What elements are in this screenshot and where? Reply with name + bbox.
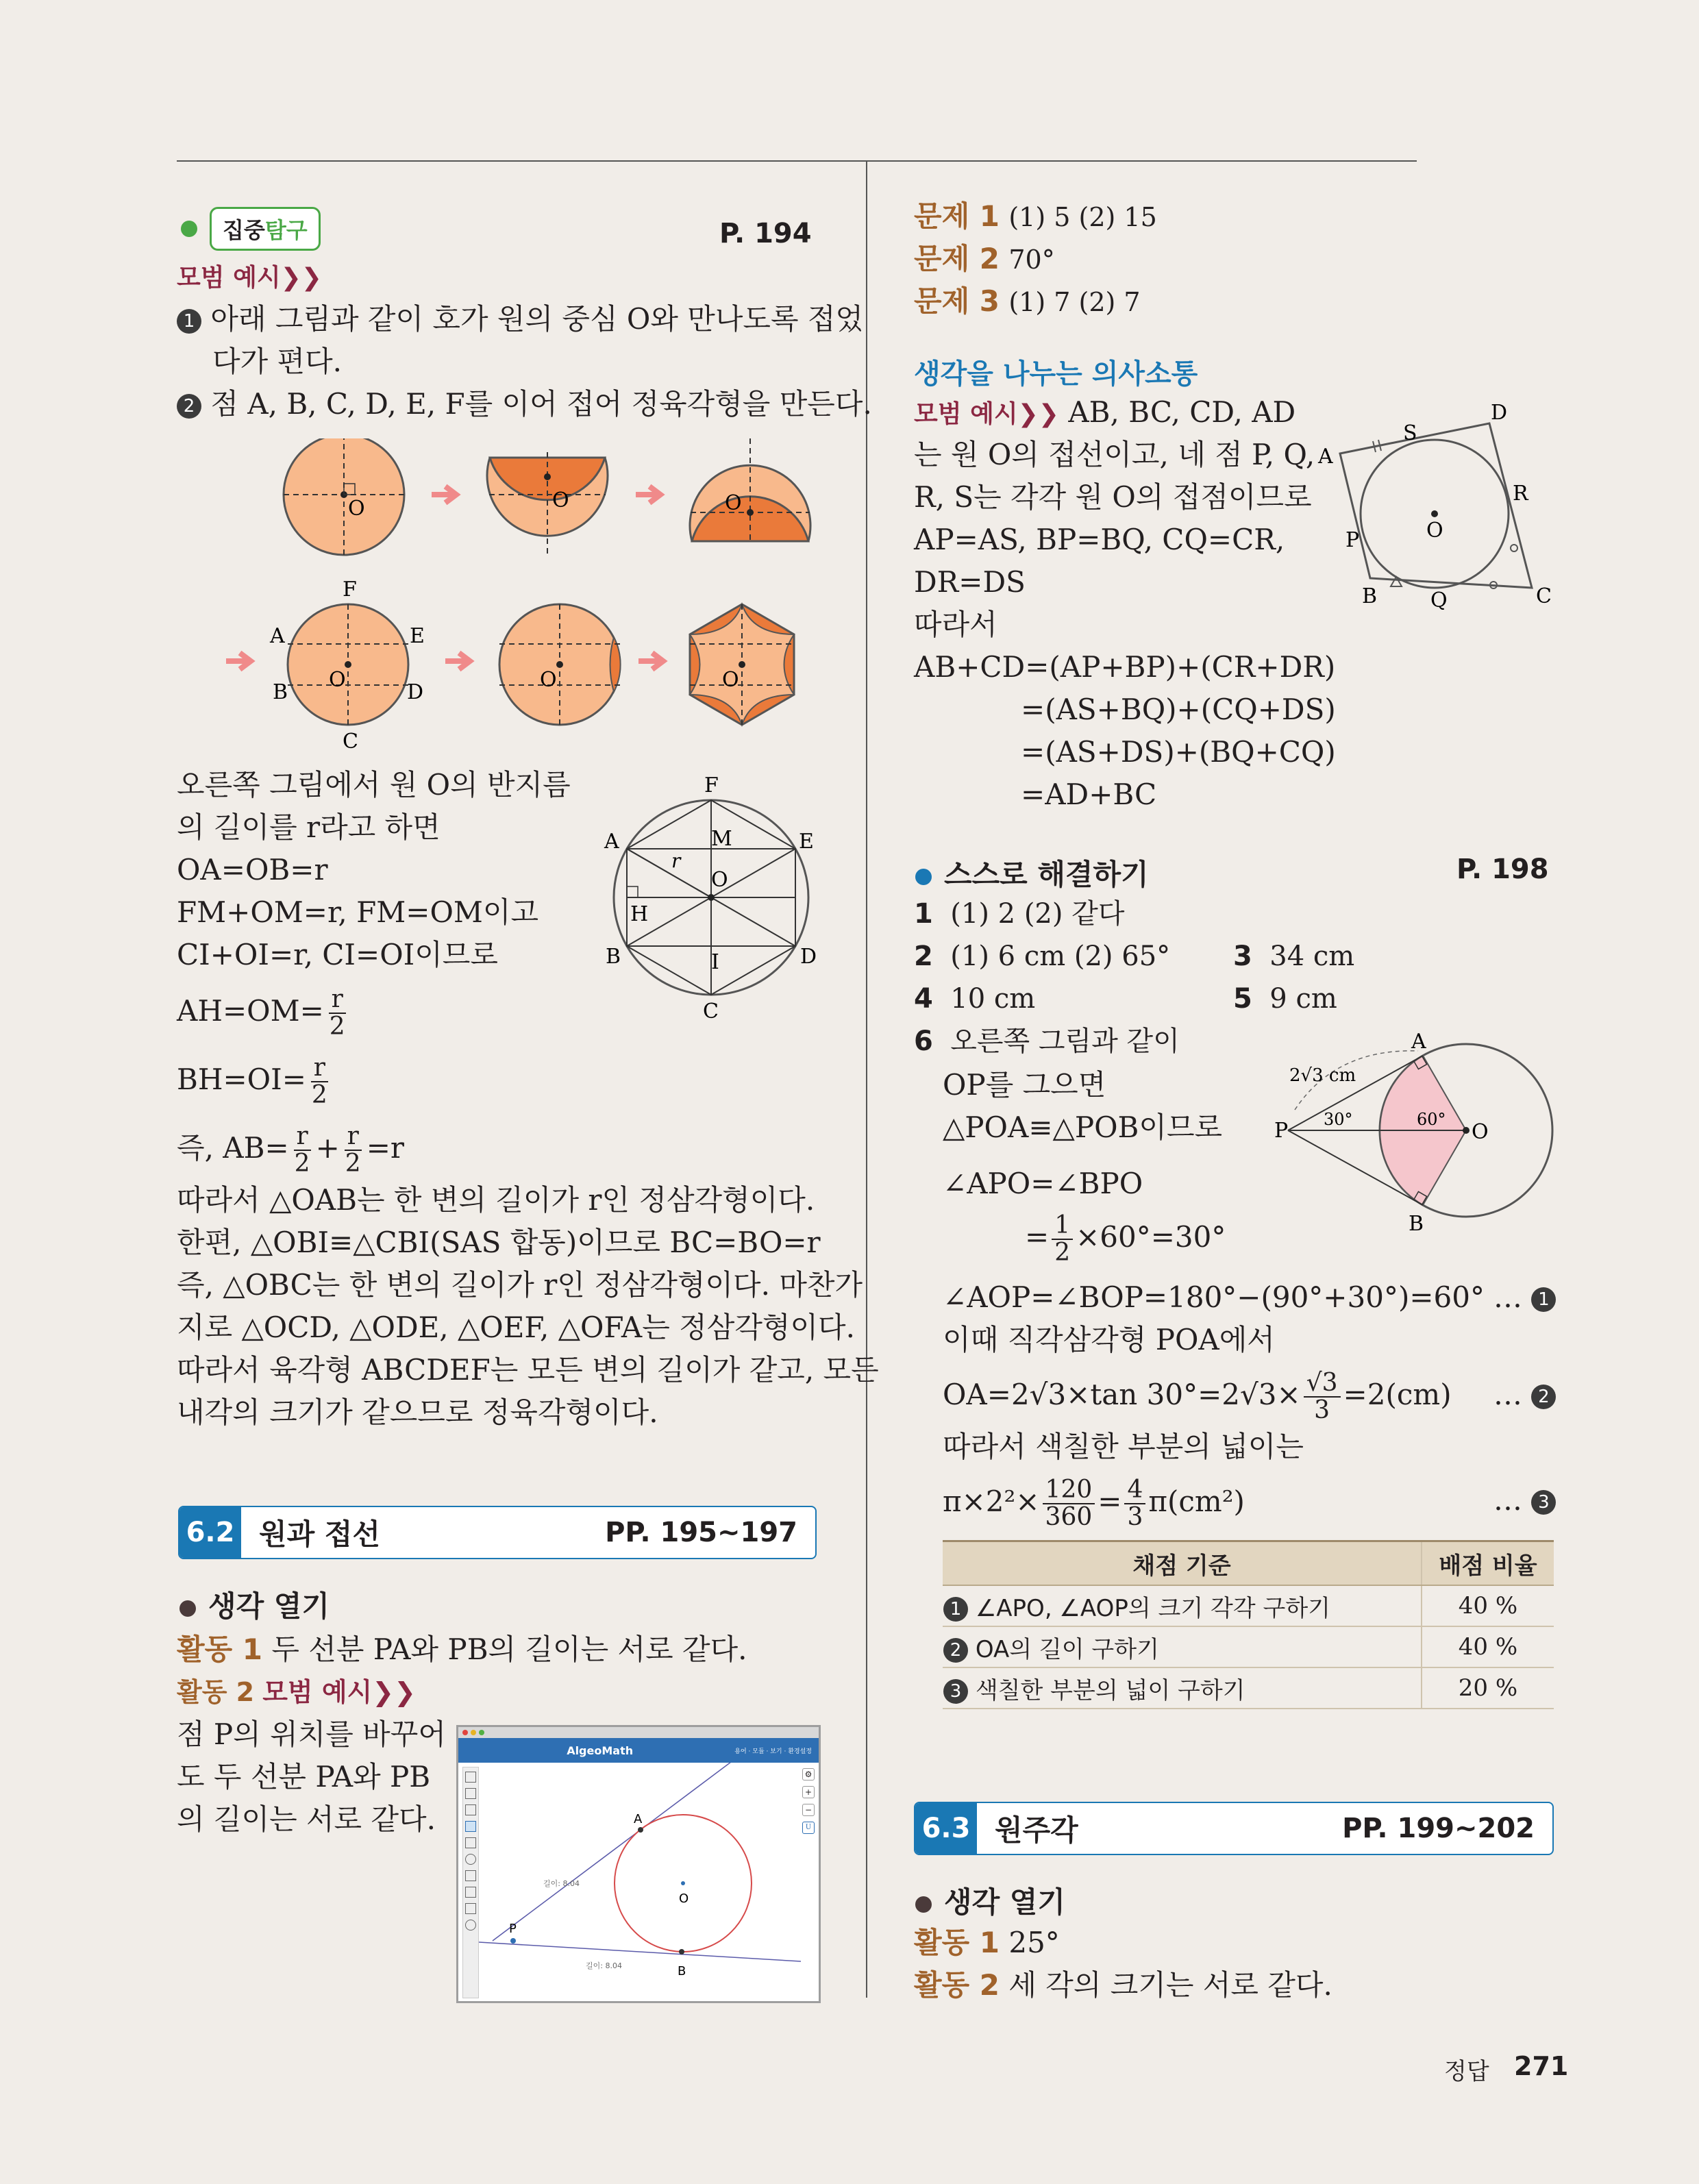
app-brand: AlgeoMath xyxy=(567,1744,634,1757)
svg-text:B: B xyxy=(1362,584,1378,608)
sol6-line-10: π×2²× $\frac{120}{360}$ = $\frac{4}{3}$ π(cm²) xyxy=(943,1476,1245,1531)
sol6-line-8: OA=2√3×tan 30°=2√3× $\frac{√3}{3}$ =2(cm) xyxy=(943,1369,1452,1424)
svg-text:D: D xyxy=(800,945,817,969)
svg-text:D: D xyxy=(407,680,424,704)
svg-text:B: B xyxy=(606,945,621,969)
svg-text:E: E xyxy=(799,830,814,854)
think-open-heading: 생각 열기 xyxy=(179,1584,330,1625)
svg-text:D: D xyxy=(1491,401,1508,425)
svg-text:O: O xyxy=(679,1891,689,1906)
activity-1-right: 활동 1 25° xyxy=(914,1926,1060,1959)
close-dot-icon xyxy=(462,1730,468,1735)
tangential-quadrilateral-diagram xyxy=(1315,397,1562,610)
select-tool-icon[interactable] xyxy=(465,1821,476,1832)
section-number: 6.3 xyxy=(915,1803,977,1854)
proof-eq-6: 즉, AB= $\frac{r}{2}$ + $\frac{r}{2}$ =r xyxy=(177,1122,404,1178)
activity-1: 활동 1 두 선분 PA와 PB의 길이는 서로 같다. xyxy=(177,1633,747,1666)
comm-line-4: AP=AS, BP=BQ, CQ=CR, xyxy=(914,523,1285,556)
top-rule-right xyxy=(869,160,1417,162)
problem-2: 문제 2 70° xyxy=(914,242,1055,275)
proof-line-7: 따라서 육각형 ABCDEF는 모든 변의 길이가 같고, 모든 xyxy=(177,1353,879,1387)
activity-2-right: 활동 2 세 각의 크기는 서로 같다. xyxy=(914,1968,1332,2002)
svg-text:길이: 8.04: 길이: 8.04 xyxy=(543,1879,580,1888)
problem-3: 문제 3 (1) 7 (2) 7 xyxy=(914,284,1141,318)
svg-text:O: O xyxy=(725,491,742,515)
minimize-dot-icon xyxy=(471,1730,476,1735)
answer-1: 1 (1) 2 (2) 같다 xyxy=(914,898,1125,930)
step-2: 2 점 A, B, C, D, E, F를 이어 접어 정육각형을 만든다. xyxy=(177,382,872,426)
self-solve-page: P. 198 xyxy=(1456,854,1549,885)
table-header: 채점 기준 xyxy=(943,1541,1422,1586)
svg-text:A: A xyxy=(604,830,619,854)
answer-6: 6 오른쪽 그림과 같이 xyxy=(914,1026,1180,1057)
svg-text:H: H xyxy=(630,902,649,926)
segment-tool-icon[interactable] xyxy=(465,1903,476,1914)
window-titlebar xyxy=(458,1727,819,1738)
focus-page: P. 194 xyxy=(719,218,812,249)
comm-line-9: =(AS+DS)+(BQ+CQ) xyxy=(1021,735,1336,769)
answer-2: 2 (1) 6 cm (2) 65° xyxy=(914,941,1171,972)
score-mark-1: … 1 xyxy=(1493,1276,1556,1319)
svg-text:30°: 30° xyxy=(1324,1110,1353,1129)
svg-text:C: C xyxy=(343,730,358,754)
self-solve-heading: 스스로 해결하기 xyxy=(915,852,1149,893)
proof-line-5: 즉, △OBC는 한 변의 길이가 r인 정삼각형이다. 마찬가 xyxy=(177,1268,863,1302)
svg-text:A: A xyxy=(270,624,285,648)
proof-eq-2: FM+OM=r, FM=OM이고 xyxy=(177,895,539,929)
proof-line-3: 따라서 △OAB는 한 변의 길이가 r인 정삼각형이다. xyxy=(177,1183,815,1217)
gear-icon[interactable]: ⚙ xyxy=(802,1768,815,1780)
step-1: 1 아래 그림과 같이 호가 원의 중심 O와 만나도록 접었 xyxy=(177,297,863,341)
comm-line-1: 모범 예시❯❯ AB, BC, CD, AD xyxy=(914,395,1296,429)
problem-1: 문제 1 (1) 5 (2) 15 xyxy=(914,199,1157,233)
proof-line-6: 지로 △OCD, △ODE, △OEF, △OFA는 정삼각형이다. xyxy=(177,1311,855,1344)
arrow-right-icon xyxy=(226,653,251,669)
arrow-right-icon xyxy=(432,486,456,503)
fold-step-1 xyxy=(284,438,404,555)
section-number: 6.2 xyxy=(179,1507,241,1558)
comm-line-5: DR=DS xyxy=(914,565,1026,599)
focus-badge: 집중탐구 xyxy=(210,207,321,251)
model-example-label: 모범 예시❯❯ xyxy=(177,264,322,292)
footer-label: 정답 xyxy=(1444,2058,1489,2085)
fold-step-4 xyxy=(269,578,425,754)
fold-step-5 xyxy=(499,604,621,725)
section-pages: PP. 199~202 xyxy=(1342,1813,1535,1844)
svg-text:Q: Q xyxy=(1430,588,1448,610)
activity-2-line-3: 의 길이는 서로 같다. xyxy=(177,1802,436,1836)
app-menu: 용어 · 모듈 · 보기 · 환경설정 xyxy=(734,1748,812,1755)
sol6-line-6: ∠AOP=∠BOP=180°−(90°+30°)=60° xyxy=(943,1280,1485,1314)
section-title: 원주각 xyxy=(995,1813,1078,1847)
svg-text:P: P xyxy=(1274,1119,1289,1143)
arrow-right-icon xyxy=(636,486,660,503)
svg-text:O: O xyxy=(552,488,569,512)
score-mark-3: … 3 xyxy=(1493,1478,1556,1522)
settings-tool-icon[interactable] xyxy=(465,1920,476,1931)
arrow-right-icon xyxy=(638,653,663,669)
activity-2-line-2: 도 두 선분 PA와 PB xyxy=(177,1760,431,1794)
sol6-line-5: = $\frac{1}{2}$ ×60°=30° xyxy=(1025,1211,1226,1267)
svg-text:P: P xyxy=(509,1922,517,1936)
sol6-line-9: 따라서 색칠한 부분의 넓이는 xyxy=(943,1430,1304,1463)
maximize-dot-icon xyxy=(479,1730,484,1735)
svg-text:B: B xyxy=(273,680,288,704)
proof-line-2: 의 길이를 r라고 하면 xyxy=(177,810,441,844)
svg-text:O: O xyxy=(1472,1120,1489,1144)
comm-line-3: R, S는 각각 원 O의 접점이므로 xyxy=(914,480,1312,514)
tangent-sector-diagram xyxy=(1274,1028,1562,1247)
proof-eq-4: AH=OM= $\frac{r}{2}$ xyxy=(177,985,345,1041)
section-title: 원과 접선 xyxy=(259,1517,380,1551)
activity-2-line-1: 점 P의 위치를 바꾸어 xyxy=(177,1717,446,1751)
svg-text:C: C xyxy=(1536,584,1552,608)
save-tool-icon[interactable] xyxy=(465,1788,476,1799)
zoom-out-icon[interactable]: − xyxy=(802,1804,815,1816)
bullet-icon xyxy=(915,869,932,885)
svg-text:R: R xyxy=(1513,482,1528,506)
green-dot-icon xyxy=(181,221,197,237)
sol6-line-7: 이때 직각삼각형 POA에서 xyxy=(943,1323,1275,1356)
proof-line-1: 오른쪽 그림에서 원 O의 반지름 xyxy=(177,768,571,802)
comm-line-10: =AD+BC xyxy=(1021,778,1157,811)
tool-sidebar xyxy=(462,1767,479,1998)
algeomath-screenshot xyxy=(456,1725,821,2003)
column-divider xyxy=(866,162,867,1998)
geometry-canvas[interactable] xyxy=(479,1763,801,1996)
svg-text:2√3 cm: 2√3 cm xyxy=(1289,1065,1356,1086)
svg-text:A: A xyxy=(1411,1030,1426,1054)
double-chevron-icon: ❯❯ xyxy=(280,264,322,292)
think-open-heading: 생각 열기 xyxy=(915,1880,1065,1921)
app-header xyxy=(458,1738,819,1763)
page-number: 271 xyxy=(1514,2051,1569,2081)
proof-line-8: 내각의 크기가 같으므로 정육각형이다. xyxy=(177,1395,658,1429)
score-mark-2: … 2 xyxy=(1493,1373,1556,1417)
copy-tool-icon[interactable] xyxy=(465,1804,476,1815)
fold-step-3 xyxy=(690,438,810,541)
section-pages: PP. 195~197 xyxy=(605,1517,797,1548)
svg-text:B: B xyxy=(1409,1212,1424,1236)
svg-text:A: A xyxy=(1318,445,1333,469)
comm-line-7: AB+CD=(AP+BP)+(CR+DR) xyxy=(914,650,1336,684)
table-header-row xyxy=(943,1541,1554,1586)
comm-line-2: 는 원 O의 접선이고, 네 점 P, Q, xyxy=(914,438,1315,471)
proof-eq-5: BH=OI= $\frac{r}{2}$ xyxy=(177,1054,327,1109)
undo-icon[interactable]: U xyxy=(802,1822,815,1834)
activity-2-label: 활동 2 모범 예시❯❯ xyxy=(177,1677,416,1707)
proof-eq-3: CI+OI=r, CI=OI이므로 xyxy=(177,938,498,971)
table-row: 1 ∠APO, ∠AOP의 크기 각각 구하기 40 % xyxy=(943,1585,1554,1626)
sol6-line-4: ∠APO=∠BPO xyxy=(943,1167,1143,1200)
comm-line-6: 따라서 xyxy=(914,608,997,641)
menu-tool-icon[interactable] xyxy=(465,1772,476,1783)
svg-text:O: O xyxy=(348,497,365,521)
svg-text:C: C xyxy=(703,1000,719,1021)
svg-text:F: F xyxy=(343,578,357,601)
section-header-6-3 xyxy=(914,1802,1554,1855)
svg-text:r: r xyxy=(671,849,681,872)
svg-text:O: O xyxy=(1426,519,1443,543)
folding-diagram xyxy=(226,438,843,754)
circle-tool-icon[interactable] xyxy=(465,1854,476,1865)
sol6-line-2: OP를 그으면 xyxy=(943,1068,1106,1102)
svg-text:O: O xyxy=(540,668,557,692)
double-chevron-icon: ❯❯ xyxy=(372,1677,416,1707)
line-tool-icon[interactable] xyxy=(465,1887,476,1898)
communication-heading: 생각을 나누는 의사소통 xyxy=(914,358,1198,390)
proof-eq-1: OA=OB=r xyxy=(177,853,328,886)
svg-text:A: A xyxy=(634,1812,643,1826)
svg-text:I: I xyxy=(711,950,719,974)
bullet-icon xyxy=(915,1896,932,1913)
svg-text:O: O xyxy=(329,668,346,692)
svg-text:O: O xyxy=(722,668,739,692)
table-header: 배점 비율 xyxy=(1422,1541,1554,1586)
svg-text:S: S xyxy=(1403,421,1417,445)
svg-text:O: O xyxy=(711,868,728,892)
zoom-in-icon[interactable]: + xyxy=(802,1786,815,1798)
top-rule xyxy=(177,160,869,162)
svg-text:F: F xyxy=(704,774,719,797)
svg-text:60°: 60° xyxy=(1417,1110,1446,1129)
answer-4: 4 10 cm xyxy=(914,983,1036,1015)
step-1-cont: 다가 편다. xyxy=(212,345,342,378)
svg-text:E: E xyxy=(410,624,425,648)
svg-text:B: B xyxy=(678,1964,686,1978)
bullet-icon xyxy=(179,1600,196,1617)
double-chevron-icon: ❯❯ xyxy=(1017,400,1059,428)
comm-line-8: =(AS+BQ)+(CQ+DS) xyxy=(1021,693,1336,726)
svg-text:P: P xyxy=(1345,528,1360,552)
grading-table xyxy=(943,1540,1554,1709)
right-toolbar xyxy=(802,1768,815,1834)
svg-text:M: M xyxy=(711,827,732,851)
svg-text:길이: 8.04: 길이: 8.04 xyxy=(586,1961,622,1970)
section-header-6-2 xyxy=(178,1506,817,1559)
focus-header xyxy=(181,207,321,251)
hexagon-diagram xyxy=(596,774,822,1021)
sol6-line-3: △POA≡△POB이므로 xyxy=(943,1110,1223,1144)
fold-step-2 xyxy=(487,452,608,555)
fold-step-6 xyxy=(690,604,794,725)
answer-5: 5 9 cm xyxy=(1233,983,1337,1015)
table-row: 2 OA의 길이 구하기 40 % xyxy=(943,1626,1554,1667)
table-row: 3 색칠한 부분의 넓이 구하기 20 % xyxy=(943,1667,1554,1709)
answer-3: 3 34 cm xyxy=(1233,941,1355,972)
arrow-right-icon xyxy=(445,653,470,669)
angle-tool-icon[interactable] xyxy=(465,1870,476,1881)
proof-line-4: 한편, △OBI≡△CBI(SAS 합동)이므로 BC=BO=r xyxy=(177,1226,821,1259)
point-tool-icon[interactable] xyxy=(465,1837,476,1848)
